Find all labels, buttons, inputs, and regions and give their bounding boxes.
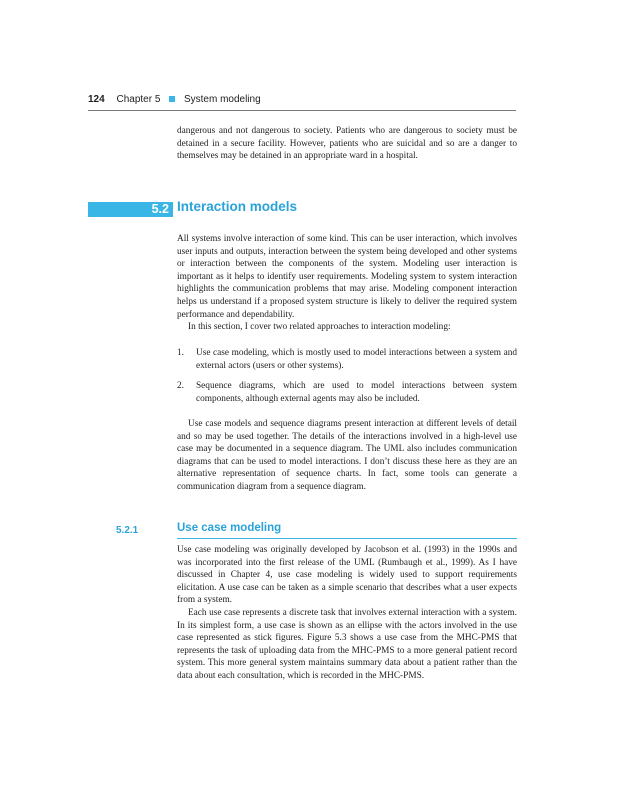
section-body — [177, 233, 517, 334]
subsection-rule — [177, 538, 517, 539]
paragraph: Use case models and sequence diagrams present interaction at different levels of detail and so may be used together. The details of the interactions involved in a high-level use case may be documented in a sequence diagram. The UML also includes communication diagrams that can be used to model interactions. I don’t discuss these here as they are an alternative representation of sequence charts. In fact, some tools can generate a communication diagram from a sequence diagram. — [177, 419, 517, 492]
intro-text — [177, 125, 517, 163]
running-header — [88, 94, 516, 105]
square-bullet-icon — [169, 96, 175, 102]
subsection-title: Use case modeling — [177, 522, 282, 534]
list-item-text: Use case modeling, which is mostly used to model interactions between a system and external actors (users or other systems). — [196, 348, 517, 371]
section-number-bar — [88, 202, 173, 217]
paragraph: dangerous and not dangerous to society. Patients who are dangerous to society must be detained in a secure facility. However, patients who are suicidal and so are a danger to themselves may be detained in an appropriate ward in a hospital. — [177, 126, 517, 162]
page-number: 124 — [88, 94, 105, 105]
section-number: 5.2 — [151, 202, 169, 216]
list-item-number: 2. — [177, 381, 184, 392]
list-item-number: 1. — [177, 348, 184, 358]
paragraph: All systems involve interaction of some kind. This can be user interaction, which involves user inputs and outputs, interaction between the system being developed and other systems or interaction between the components of the system. Modeling user interaction is important as it helps to identify user requirements. Modeling system to system interaction highlights the communication problems that may arise. Modeling component interaction helps us understand if a proposed system structure is likely to deliver the required system performance and dependability. — [177, 234, 517, 320]
header-rule — [88, 110, 516, 111]
chapter-title: System modeling — [183, 94, 261, 105]
list-item — [177, 380, 517, 405]
subsection-number: 5.2.1 — [116, 525, 139, 536]
list-item-text: Sequence diagrams, which are used to model interactions between system components, although external agents may also be included. — [196, 381, 517, 404]
list-item — [177, 347, 517, 372]
section-body-continued — [177, 418, 517, 494]
subsection-body — [177, 544, 517, 683]
numbered-list — [177, 347, 517, 413]
section-title: Interaction models — [177, 199, 298, 214]
chapter-label: Chapter 5 — [116, 94, 161, 105]
paragraph: Use case modeling was originally developed by Jacobson et al. (1993) in the 1990s and was incorporated into the first release of the UML (Rumbaugh et al., 1999). As I have discussed in Chapter 4, use case modeling is widely used to support requirements elicitation. A use case can be taken as a simple scenario that describes what a user expects from a system. — [177, 545, 517, 606]
paragraph: Each use case represents a discrete task that involves external interaction with a system. In its simplest form, a use case is shown as an ellipse with the actors involved in the use case represented as stick figures. Figure 5.3 shows a use case from the MHC-PMS that represents the task of uploading data from the MHC-PMS to a more general patient record system. This more general system maintains summary data about a patient rather than the data about each consultation, which is recorded in the MHC-PMS. — [177, 607, 517, 681]
paragraph: In this section, I cover two related approaches to interaction modeling: — [188, 322, 451, 333]
